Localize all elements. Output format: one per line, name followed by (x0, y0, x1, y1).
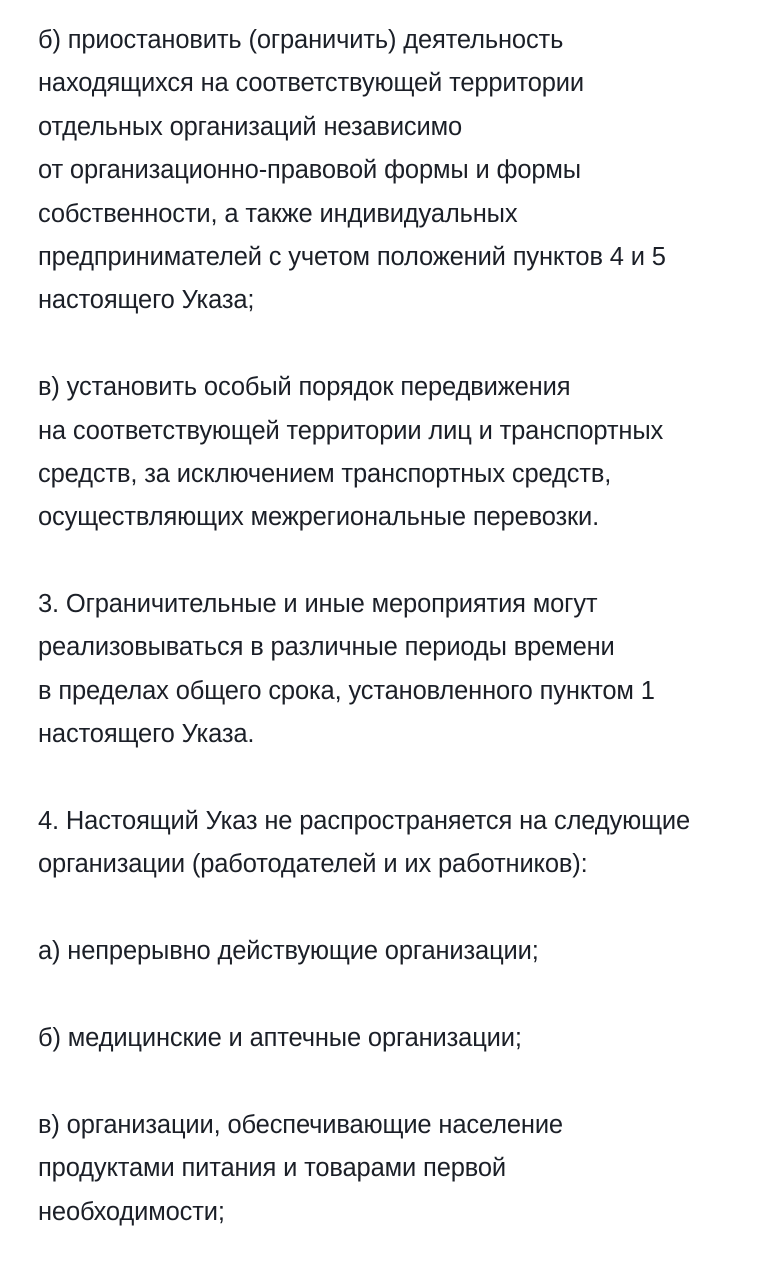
text-line: 4. Настоящий Указ не распространяется на следующие (38, 807, 691, 836)
text-line: настоящего Указа; (38, 286, 255, 315)
document-body (38, 19, 748, 1234)
paragraph-spacer (38, 1060, 748, 1103)
paragraph-spacer (38, 757, 748, 800)
paragraph-spacer (38, 887, 748, 930)
text-line: реализовываться в различные периоды времени (38, 633, 615, 662)
paragraph-b-suspend-activity (38, 19, 748, 323)
text-line: б) медицинские и аптечные организации; (38, 1023, 522, 1052)
text-line: б) приостановить (ограничить) деятельность (38, 26, 564, 54)
paragraph-v-movement-order (38, 366, 748, 540)
text-line: организации (работодателей и их работников): (38, 850, 588, 879)
paragraph-b-medical-organizations (38, 1017, 748, 1060)
text-line: в пределах общего срока, установленного пунктом 1 (38, 676, 655, 705)
text-line: собственности, а также индивидуальных (38, 199, 518, 228)
text-line: осуществляющих межрегиональные перевозки. (38, 503, 600, 532)
text-line: 3. Ограничительные и иные мероприятия могут (38, 590, 598, 619)
text-line: в) установить особый порядок передвижения (38, 373, 571, 402)
text-line: предпринимателей с учетом положений пунктов 4 и 5 (38, 242, 666, 271)
text-line: средств, за исключением транспортных средств, (38, 459, 612, 488)
text-line: от организационно-правовой формы и формы (38, 156, 581, 185)
text-line: в) организации, обеспечивающие население (38, 1110, 563, 1139)
text-line: находящихся на соответствующей территории (38, 69, 584, 98)
paragraph-v-food-supply (38, 1104, 748, 1234)
paragraph-spacer (38, 974, 748, 1017)
text-line: на соответствующей территории лиц и транспортных (38, 416, 664, 445)
text-line: отдельных организаций независимо (38, 112, 463, 141)
text-line: настоящего Указа. (38, 720, 255, 749)
text-line: а) непрерывно действующие организации; (38, 937, 539, 966)
paragraph-spacer (38, 323, 748, 366)
paragraph-item-3 (38, 583, 748, 757)
text-line: продуктами питания и товарами первой (38, 1154, 506, 1183)
text-line: необходимости; (38, 1197, 225, 1226)
paragraph-a-continuous-organizations (38, 930, 748, 973)
paragraph-item-4 (38, 800, 748, 887)
paragraph-spacer (38, 540, 748, 583)
